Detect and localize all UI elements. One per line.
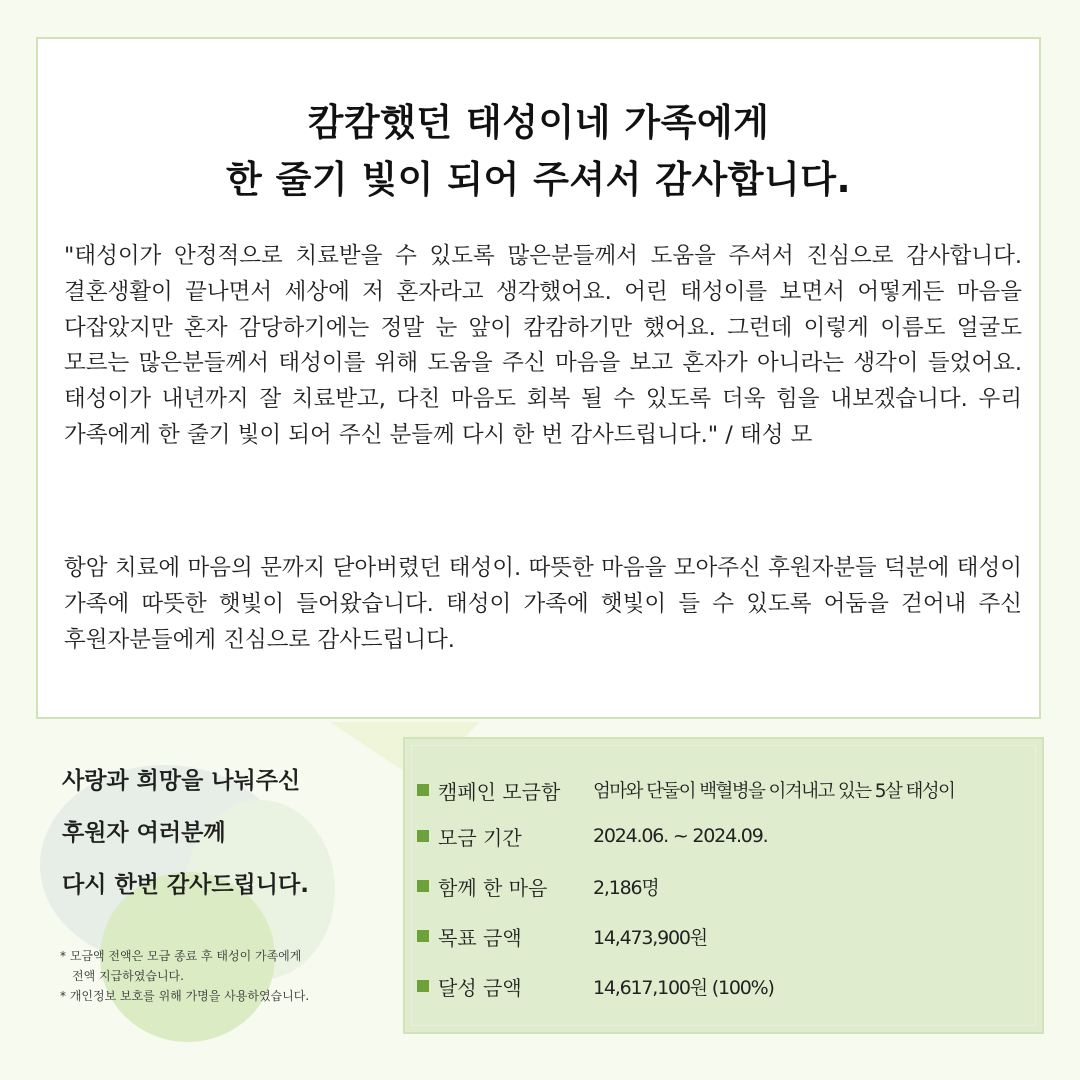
summary-row-achieved: [417, 971, 774, 1001]
campaign-summary-box: [403, 737, 1044, 1034]
title-line-2: 한 줄기 빛이 되어 주셔서 감사합니다.: [225, 158, 852, 201]
goal-label: 목표 금액: [438, 925, 522, 950]
footnote-1-cont: 전액 지급하였습니다.: [72, 969, 184, 983]
hearts-value: 2,186명: [593, 876, 659, 899]
hearts-label: 함께 한 마음: [438, 875, 548, 900]
campaign-value: 엄마와 단둘이 백혈병을 이겨내고 있는 5살 태성이: [593, 781, 955, 802]
goal-value: 14,473,900원: [593, 926, 707, 949]
achieved-value: 14,617,100원 (100%): [593, 976, 774, 999]
green-square-bullet-icon: [417, 930, 429, 942]
summary-row-goal: [417, 921, 707, 951]
letter-title: [38, 94, 1039, 208]
thanks-line-3: 다시 한번 감사드립니다.: [62, 872, 309, 898]
period-label: 모금 기간: [438, 825, 522, 850]
footnote-1: * 모금액 전액은 모금 종료 후 태성이 가족에게: [60, 949, 302, 963]
donor-thanks-message: [62, 755, 382, 911]
title-line-1: 캄캄했던 태성이네 가족에게: [307, 101, 770, 144]
summary-row-campaign: [417, 775, 954, 805]
green-square-bullet-icon: [417, 830, 429, 842]
thanks-paragraph: 항암 치료에 마음의 문까지 닫아버렸던 태성이. 따뜻한 마음을 모아주신 후원자분들 덕분에 태성이 가족에 따뜻한 햇빛이 들어왔습니다. 태성이 가족에 햇빛이 들 수 있도록 어둠을 걷어내 주신 후원자분들에게 진심으로 감사드립니다.: [64, 555, 1022, 653]
thanks-line-1: 사랑과 희망을 나눠주신: [62, 768, 301, 794]
period-value: 2024.06. ~ 2024.09.: [593, 825, 768, 847]
summary-row-hearts: [417, 871, 659, 901]
green-square-bullet-icon: [417, 880, 429, 892]
footnotes: [60, 946, 420, 1006]
mother-quote: "태성이가 안정적으로 치료받을 수 있도록 많은분들께서 도움을 주셔서 진심으로 감사합니다. 결혼생활이 끝나면서 세상에 저 혼자라고 생각했어요. 어린 태성이를 보면서 어떻게든 마음을 다잡았지만 혼자 감당하기에는 정말 눈 앞이 캄캄하기만 했어요. 그런데 이렇게 이름도 얼굴도 모르는 많은분들께서 태성이를 위해 도움을 주신 마음을 보고 혼자가 아니라는 생각이 들었어요. 태성이가 내년까지 잘 치료받고, 다친 마음도 회복 될 수 있도록 더욱 힘을 내보겠습니다. 우리 가족에게 한 줄기 빛이 되어 주신 분들께 다시 한 번 감사드립니다." / 태성 모: [64, 243, 1022, 448]
campaign-label: 캠페인 모금함: [438, 779, 561, 804]
green-square-bullet-icon: [417, 784, 429, 796]
thanks-line-2: 후원자 여러분께: [62, 820, 226, 846]
letter-card: [36, 37, 1041, 719]
green-square-bullet-icon: [417, 980, 429, 992]
footnote-2: * 개인정보 보호를 위해 가명을 사용하였습니다.: [60, 989, 310, 1003]
summary-row-period: [417, 821, 767, 851]
achieved-label: 달성 금액: [438, 975, 522, 1000]
